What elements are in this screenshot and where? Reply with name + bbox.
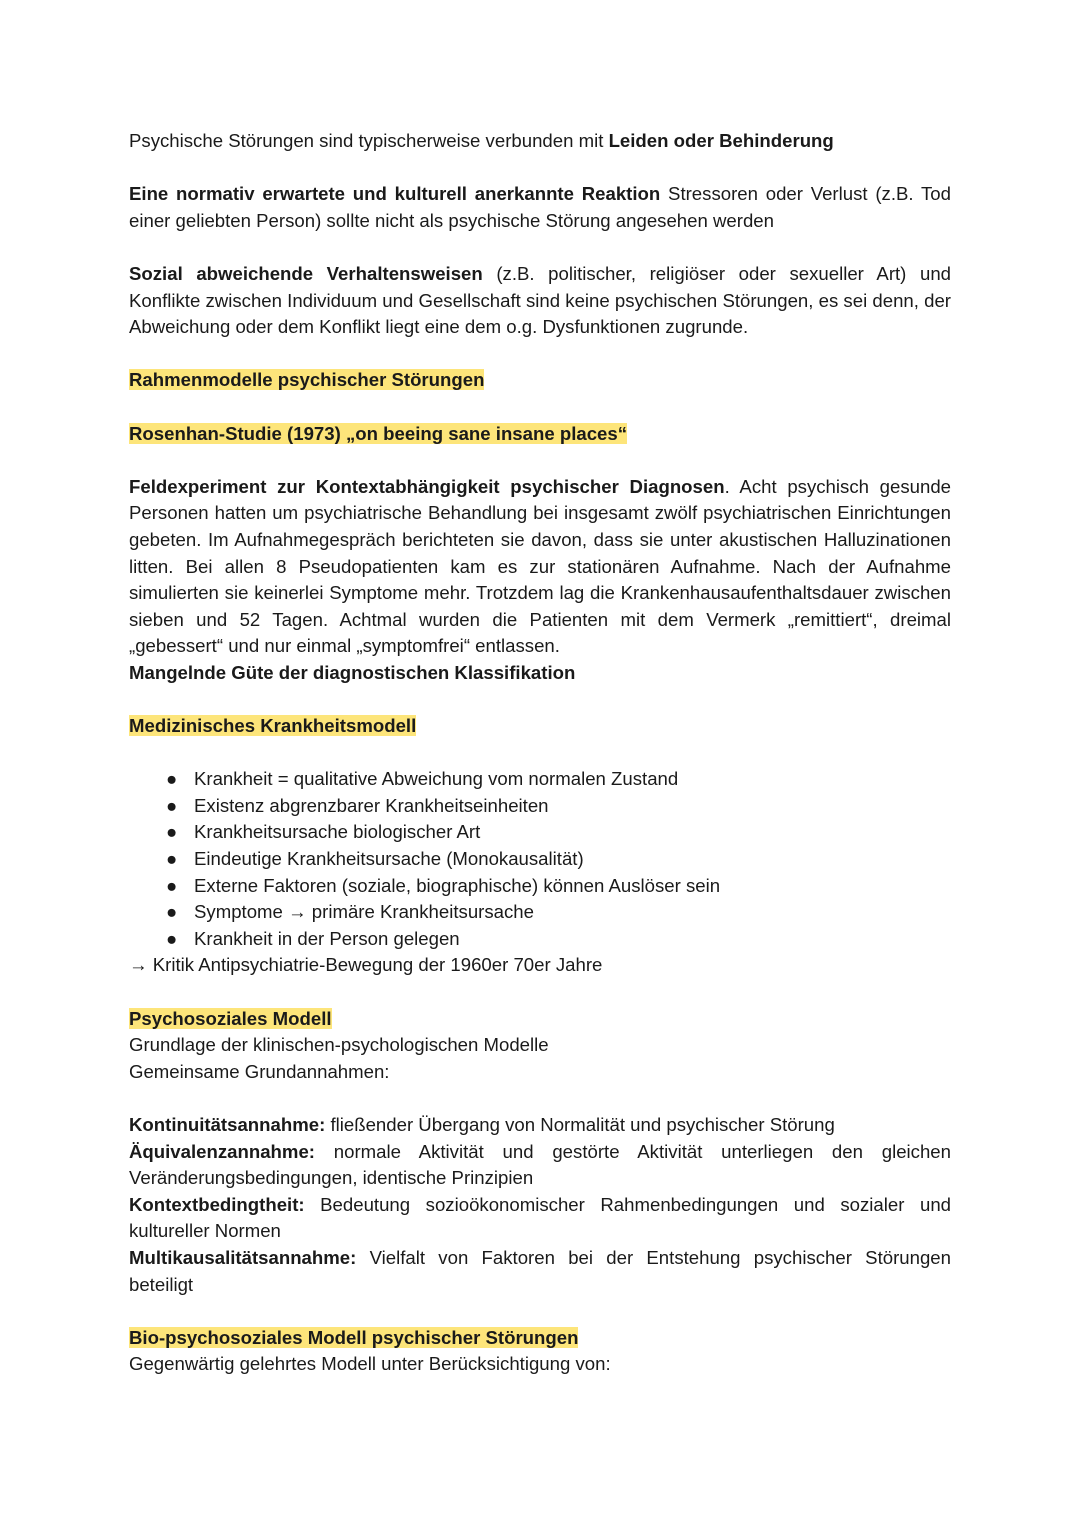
rosenhan-conclusion: Mangelnde Güte der diagnostischen Klassifikation — [129, 661, 576, 683]
heading-bio-psychosozial: Bio-psychosoziales Modell psychischer Störungen — [129, 1326, 579, 1348]
list-item: ● Krankheit in der Person gelegen — [129, 926, 951, 953]
heading-rahmenmodelle: Rahmenmodelle psychischer Störungen — [129, 369, 485, 391]
bullet-icon: ● — [166, 821, 178, 843]
annahme-kontext: Kontextbedingtheit: Bedeutung sozioökonomischer Rahmenbedingungen und sozialer und kultureller Normen — [129, 1193, 951, 1242]
annahme-multikausal: Multikausalitätsannahme: Vielfalt von Faktoren bei der Entstehung psychischer Störungen beteiligt — [129, 1246, 951, 1295]
list-item: ● Eindeutige Krankheitsursache (Monokausalität) — [129, 846, 951, 873]
bullet-icon: ● — [166, 768, 178, 790]
paragraph-sozial-abweichend: Sozial abweichende Verhaltensweisen (z.B. politischer, religiöser oder sexueller Art) und Konflikte zwischen Individuum und Gesellschaft sind keine psychischen Störungen, es sei denn, der Abweichung oder dem Konflikt liegt eine dem o.g. Dysfunktionen zugrunde. — [129, 262, 951, 338]
list-item: ● Externe Faktoren (soziale, biographische) können Auslöser sein — [129, 873, 951, 900]
annahme-kontinuitaet: Kontinuitätsannahme: fließender Übergang von Normalität und psychischer Störung — [129, 1113, 835, 1135]
paragraph-rosenhan: Feldexperiment zur Kontextabhängigkeit psychischer Diagnosen. Acht psychisch gesunde Personen hatten um psychiatrische Behandlung bei insgesamt zwölf psychiatrischen Einrichtungen gebeten. Im Aufnahmegespräch berichteten sie davon, dass sie unter akustischen Halluzinationen litten. Bei allen 8 Pseudopatienten kam es zur stationären Aufnahme. Nach der Aufnahme simulierten sie keinerlei Symptome mehr. Trotzdem lag die Krankenhausaufenthaltsdauer zwischen sieben und 52 Tagen. Achtmal wurden die Patienten mit dem Vermerk „remittiert“, dreimal „gebessert“ und nur einmal „symptomfrei“ entlassen. — [129, 475, 952, 657]
psychosozial-line-1: Grundlage der klinischen-psychologischen Modelle — [129, 1034, 549, 1056]
psychosozial-line-2: Gemeinsame Grundannahmen: — [129, 1060, 390, 1082]
bullet-icon: ● — [166, 794, 178, 816]
bullet-icon: ● — [166, 874, 178, 896]
bio-line: Gegenwärtig gelehrtes Modell unter Berücksichtigung von: — [129, 1353, 611, 1375]
document-page — [129, 128, 951, 1378]
medizin-bullet-list — [129, 766, 951, 952]
heading-psychosoziales-modell: Psychosoziales Modell — [129, 1007, 332, 1029]
list-item: ● Krankheit = qualitative Abweichung vom normalen Zustand — [129, 766, 951, 793]
heading-rosenhan: Rosenhan-Studie (1973) „on beeing sane insane places“ — [129, 422, 628, 444]
bullet-icon: ● — [166, 927, 178, 949]
paragraph-normativ: Eine normativ erwartete und kulturell anerkannte Reaktion Stressoren oder Verlust (z.B. Tod einer geliebten Person) sollte nicht als psychische Störung angesehen werden — [129, 183, 951, 231]
kritik-line: → Kritik Antipsychiatrie-Bewegung der 1960er 70er Jahre — [129, 954, 603, 976]
annahme-aequivalenz: Äquivalenzannahme: normale Aktivität und gestörte Aktivität unterliegen den gleichen Veränderungsbedingungen, identische Prinzipien — [129, 1140, 951, 1189]
bullet-icon: ● — [166, 901, 178, 923]
paragraph-leiden: Psychische Störungen sind typischerweise verbunden mit Leiden oder Behinderung — [129, 130, 834, 151]
list-item: ● Krankheitsursache biologischer Art — [129, 819, 951, 846]
bullet-icon: ● — [166, 848, 178, 870]
heading-medizinisches-modell: Medizinisches Krankheitsmodell — [129, 715, 417, 737]
list-item: ● Symptome → primäre Krankheitsursache — [129, 899, 951, 926]
list-item: ● Existenz abgrenzbarer Krankheitseinheiten — [129, 793, 951, 820]
